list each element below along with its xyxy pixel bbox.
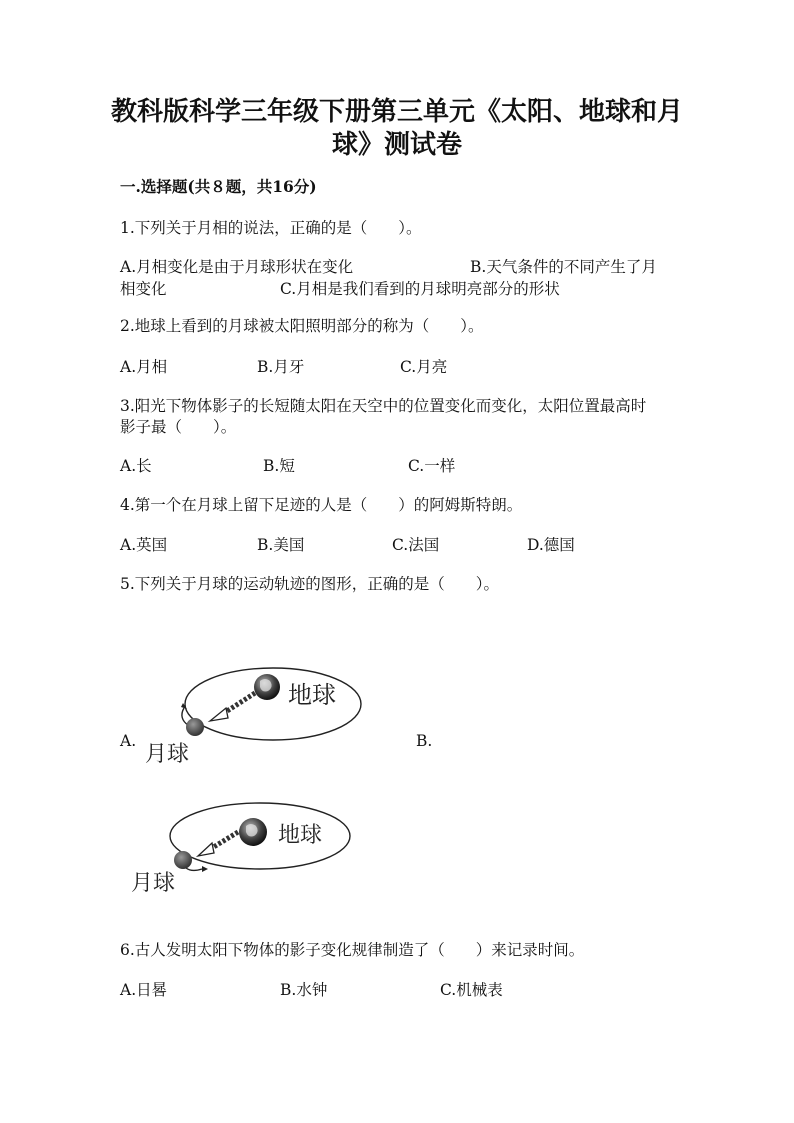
q4-option-a: A.英国 — [120, 536, 168, 554]
page-title-line1: 教科版科学三年级下册第三单元《太阳、地球和月 — [110, 97, 683, 127]
q6-option-c: C.机械表 — [440, 981, 503, 999]
moon-globe — [174, 851, 192, 869]
q5-option-a: A. — [120, 732, 137, 750]
q3-option-c: C.一样 — [408, 457, 456, 475]
q5-diagram-a — [140, 655, 380, 775]
q1-option-b: B.天气条件的不同产生了月 — [470, 258, 657, 276]
q6-stem: 6.古人发明太阳下物体的影子变化规律制造了（ ）来记录时间。 — [120, 941, 585, 959]
pointer-arrow — [198, 843, 214, 856]
q6-option-b: B.水钟 — [280, 981, 328, 999]
q5-stem: 5.下列关于月球的运动轨迹的图形，正确的是（ ）。 — [120, 575, 500, 593]
q4-stem: 4.第一个在月球上留下足迹的人是（ ）的阿姆斯特朗。 — [120, 496, 523, 514]
q3-option-a: A.长 — [120, 457, 152, 475]
q2-option-a: A.月相 — [120, 358, 168, 376]
q3-option-b: B.短 — [263, 457, 295, 475]
q1-option-a: A.月相变化是由于月球形状在变化 — [120, 258, 354, 276]
q1-option-c: C.月相是我们看到的月球明亮部分的形状 — [280, 280, 560, 298]
earth-moon-connector — [224, 693, 255, 713]
q4-option-d: D.德国 — [527, 536, 575, 554]
earth-label: 地球 — [278, 823, 323, 848]
orbit-direction-arrow — [186, 868, 202, 870]
q4-option-b: B.美国 — [257, 536, 305, 554]
q1-option-b-cont: 相变化 — [120, 280, 167, 298]
q2-option-b: B.月牙 — [257, 358, 305, 376]
q3-stem-line1: 3.阳光下物体影子的长短随太阳在天空中的位置变化而变化，太阳位置最高时 — [120, 397, 647, 415]
pointer-arrow — [210, 708, 228, 721]
q6-option-a: A.日晷 — [120, 981, 168, 999]
q1-stem: 1.下列关于月相的说法，正确的是（ ）。 — [120, 219, 422, 237]
q4-option-c: C.法国 — [392, 536, 440, 554]
section-heading: 一.选择题(共８题，共16分) — [120, 177, 317, 196]
q3-stem-line2: 影子最（ ）。 — [120, 418, 237, 436]
moon-label: 月球 — [145, 742, 190, 767]
q5-option-b: B. — [416, 732, 433, 750]
moon-label: 月球 — [131, 871, 176, 896]
q2-stem: 2.地球上看到的月球被太阳照明部分的称为（ ）。 — [120, 317, 484, 335]
earth-moon-connector — [212, 832, 238, 848]
q5-diagram-b — [128, 798, 368, 908]
page-title-line2: 球》测试卷 — [331, 130, 462, 160]
earth-label: 地球 — [288, 681, 336, 709]
q2-option-c: C.月亮 — [400, 358, 448, 376]
moon-globe — [186, 718, 204, 736]
